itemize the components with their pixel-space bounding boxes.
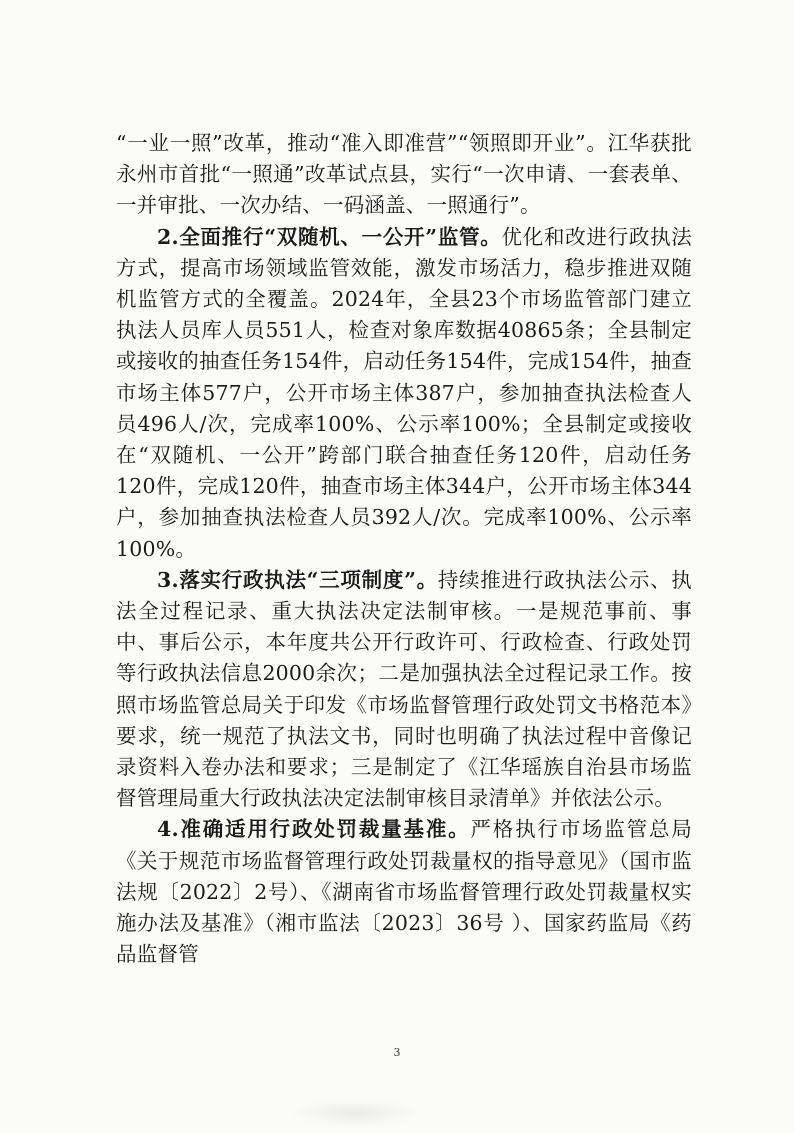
paragraph-three-systems — [116, 565, 692, 815]
scan-smudge — [290, 1098, 420, 1128]
page-number: 3 — [393, 1046, 401, 1059]
paragraph-double-random — [116, 222, 692, 565]
document-body — [116, 128, 692, 970]
paragraph-text: 严格执行市场监管总局《关于规范市场监督管理行政处罚裁量权的指导意见》（国市监法规〔2022〕2号）、《湖南省市场监督管理行政处罚裁量权实施办法及基准》（湘市监法〔2023〕36号 ）、国家药监局《药品监督管 — [116, 817, 692, 967]
paragraph-heading: 3.落实行政执法“三项制度”。 — [157, 567, 438, 592]
paragraph-text: “一业一照”改革，推动“准入即准营”“领照即开业”。江华获批永州市首批“一照通”改革试点县，实行“一次申请、一套表单、一并审批、一次办结、一码涵盖、一照通行”。 — [116, 131, 692, 218]
paragraph-continuation — [116, 128, 692, 222]
paragraph-discretion-standard — [116, 814, 692, 970]
paragraph-text: 优化和改进行政执法方式，提高市场领域监管效能，激发市场活力，稳步推进双随机监管方式的全覆盖。2024年，全县23个市场监管部门建立执法人员库人员551人，检查对象库数据40865条；全县制定或接收的抽查任务154件，启动任务154件，完成154件，抽查市场主体577户，公开市场主体387户，参加抽查执法检查人员496人/次，完成率100%、公示率100%；全县制定或接收在“双随机、一公开”跨部门联合抽查任务120件，启动任务120件，完成120件，抽查市场主体344户，公开市场主体344户，参加抽查执法检查人员392人/次。完成率100%、公示率100%。 — [116, 224, 692, 561]
paragraph-text: 持续推进行政执法公示、执法全过程记录、重大执法决定法制审核。一是规范事前、事中、事后公示，本年度共公开行政许可、行政检查、行政处罚等行政执法信息2000余次；二是加强执法全过程记录工作。按照市场监管总局关于印发《市场监督管理行政处罚文书格范本》要求，统一规范了执法文书，同时也明确了执法过程中音像记录资料入卷办法和要求；三是制定了《江华瑶族自治县市场监督管理局重大行政执法决定法制审核目录清单》并依法公示。 — [116, 567, 692, 811]
paragraph-heading: 2.全面推行“双随机、一公开”监管。 — [157, 224, 502, 249]
paragraph-heading: 4.准确适用行政处罚裁量基准。 — [157, 817, 471, 842]
